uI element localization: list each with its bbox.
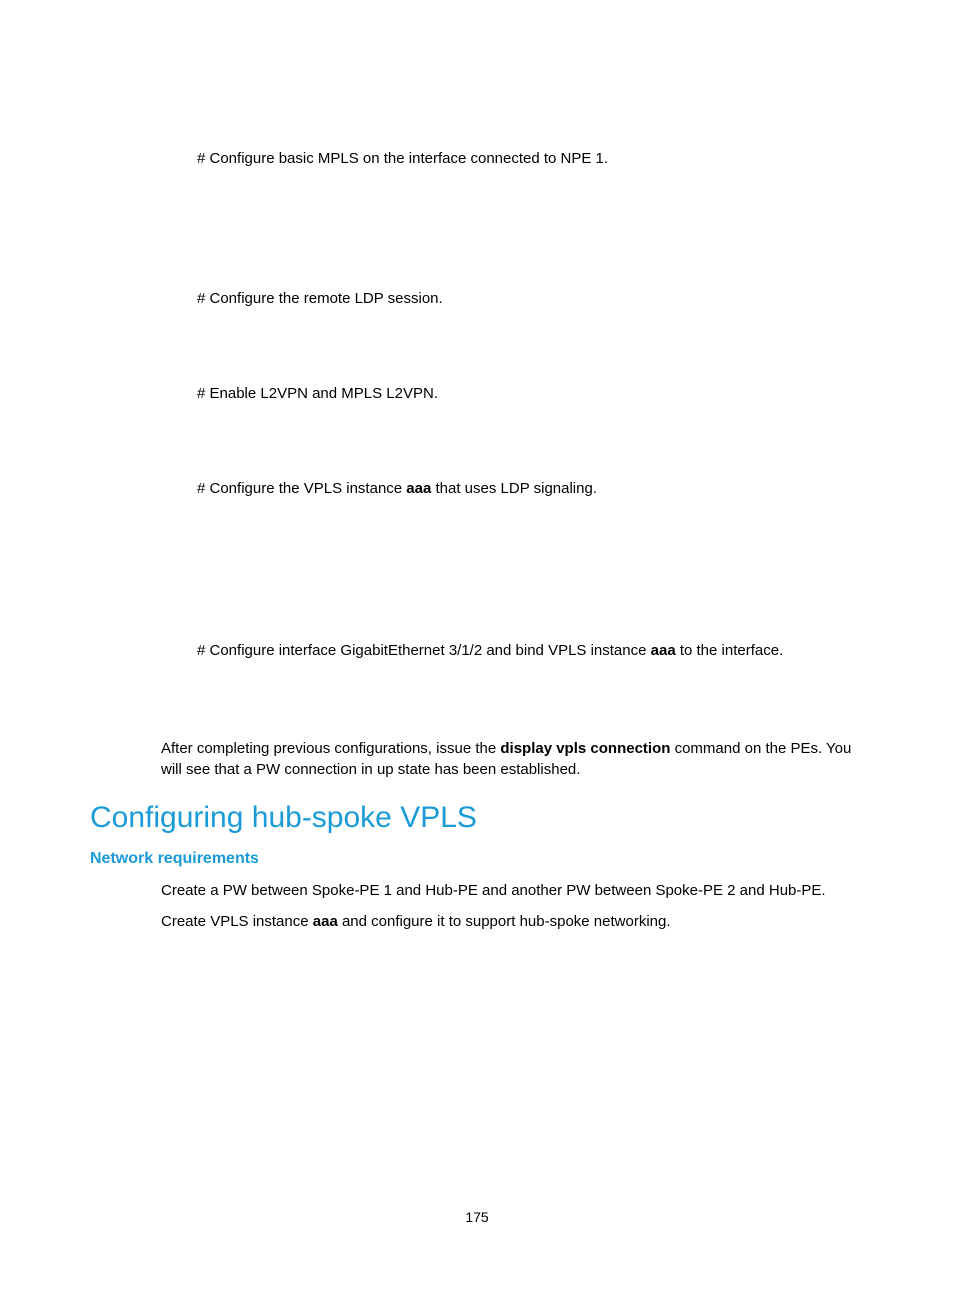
- req-text-post: and configure it to support hub-spoke networking.: [337, 913, 671, 930]
- requirement-2: [161, 911, 671, 932]
- step-text-pre: # Configure the VPLS instance: [197, 480, 407, 497]
- step-text: # Configure basic MPLS on the interface connected to NPE 1.: [197, 150, 609, 167]
- step-text-post: that uses LDP signaling.: [431, 480, 597, 497]
- req-text: Create a PW between Spoke-PE 1 and Hub-PE and another PW between Spoke-PE 2 and Hub-PE.: [161, 882, 826, 899]
- para-text-post: command on the PEs. You will see that a PW connection in up state has been established.: [161, 740, 852, 778]
- section-title: Configuring hub-spoke VPLS: [90, 801, 477, 834]
- step-vpls-instance: [197, 478, 597, 499]
- command-name: display vpls connection: [500, 740, 671, 757]
- para-text-pre: After completing previous configurations, issue the: [161, 740, 501, 757]
- step-text-post: to the interface.: [675, 642, 784, 659]
- step-remote-ldp: [197, 288, 443, 309]
- step-text: # Enable L2VPN and MPLS L2VPN.: [197, 385, 438, 402]
- step-mpls-basic: [197, 148, 608, 169]
- step-bind-interface: [197, 640, 783, 661]
- req-text-pre: Create VPLS instance: [161, 913, 313, 930]
- instance-name: aaa: [650, 642, 676, 659]
- after-config-paragraph: [161, 738, 873, 780]
- instance-name: aaa: [312, 913, 338, 930]
- step-enable-l2vpn: [197, 383, 438, 404]
- page-number: 175: [465, 1209, 489, 1225]
- step-text: # Configure the remote LDP session.: [197, 290, 443, 307]
- subsection-title: Network requirements: [90, 850, 259, 867]
- step-text-pre: # Configure interface GigabitEthernet 3/1/2 and bind VPLS instance: [197, 642, 651, 659]
- requirement-1: [161, 880, 826, 901]
- instance-name: aaa: [406, 480, 432, 497]
